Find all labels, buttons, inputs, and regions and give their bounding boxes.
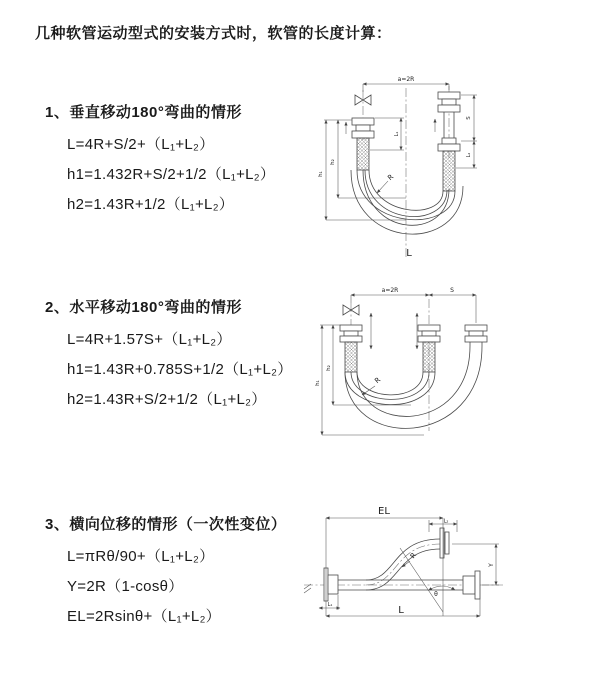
formula-line: h2=1.43R+1/2（L₁+L₂） [67,196,235,213]
dimension-lines [319,518,499,616]
dim-label-y: Y [488,563,495,567]
radius-label: R [373,375,383,386]
radius-label: R [386,172,396,183]
length-label: L [398,605,404,616]
radius-label: R [408,551,419,561]
dimension-labels [328,506,495,616]
formula-line: L=πRθ/90+（L₁+L₂） [67,548,215,565]
hose-bend-arcs [345,342,482,428]
diagram-lateral-displacement [296,498,598,651]
dim-label-h1: h₁ [315,380,321,386]
diagram-horizontal-180 [306,283,598,460]
pipe-fittings [340,325,487,342]
dim-label-s: S [466,116,472,120]
section-vertical-180 [45,101,275,220]
lateral-displacement-drawing [296,498,598,646]
section-heading: 2、水平移动180°弯曲的情形 [45,299,242,316]
section-lateral-displacement [45,513,286,632]
section-heading: 3、横向位移的情形（一次性变位） [45,516,287,533]
section-heading: 1、垂直移动180°弯曲的情形 [45,104,242,121]
formula-line: L=4R+1.57S+（L₁+L₂） [67,331,232,348]
dim-label-s: S [450,287,454,294]
dim-label-l2: L₂ [443,518,449,525]
formula-line: L=4R+S/2+（L₁+L₂） [67,136,215,153]
dim-label-el: EL [378,506,390,517]
dimension-lines [320,295,476,435]
dim-label-h2: h₂ [326,365,332,371]
vertical-bend-drawing [306,70,598,262]
dim-label-a2r: a=2R [397,76,415,83]
dim-label-h2: h₂ [330,159,336,165]
formula-line: Y=2R（1-cosθ） [67,578,184,595]
braided-hose-sections [345,342,435,372]
formula-line: h1=1.432R+S/2+1/2（L₁+L₂） [67,166,276,183]
page-title: 几种软管运动型式的安装方式时，软管的长度计算： [35,25,392,42]
pipe-break-ticks [304,584,311,593]
dim-label-l2: L₂ [466,152,472,158]
formula-line: EL=2Rsinθ+（L₁+L₂） [67,608,221,625]
diagram-vertical-180 [306,70,598,267]
formula-line: h1=1.43R+0.785S+1/2（L₁+L₂） [67,361,293,378]
horizontal-bend-drawing [306,283,598,455]
centerlines [351,299,429,431]
dim-label-h1: h₁ [318,171,324,177]
section-horizontal-180 [45,296,293,415]
centerlines [363,86,449,258]
angle-label: θ [434,591,438,598]
dim-label-l1: L₁ [327,602,333,608]
length-label: L [406,248,412,259]
dim-label-a2r: a=2R [381,287,399,294]
dim-label-l1: L₁ [394,131,400,137]
formula-line: h2=1.43R+S/2+1/2（L₁+L₂） [67,391,267,408]
